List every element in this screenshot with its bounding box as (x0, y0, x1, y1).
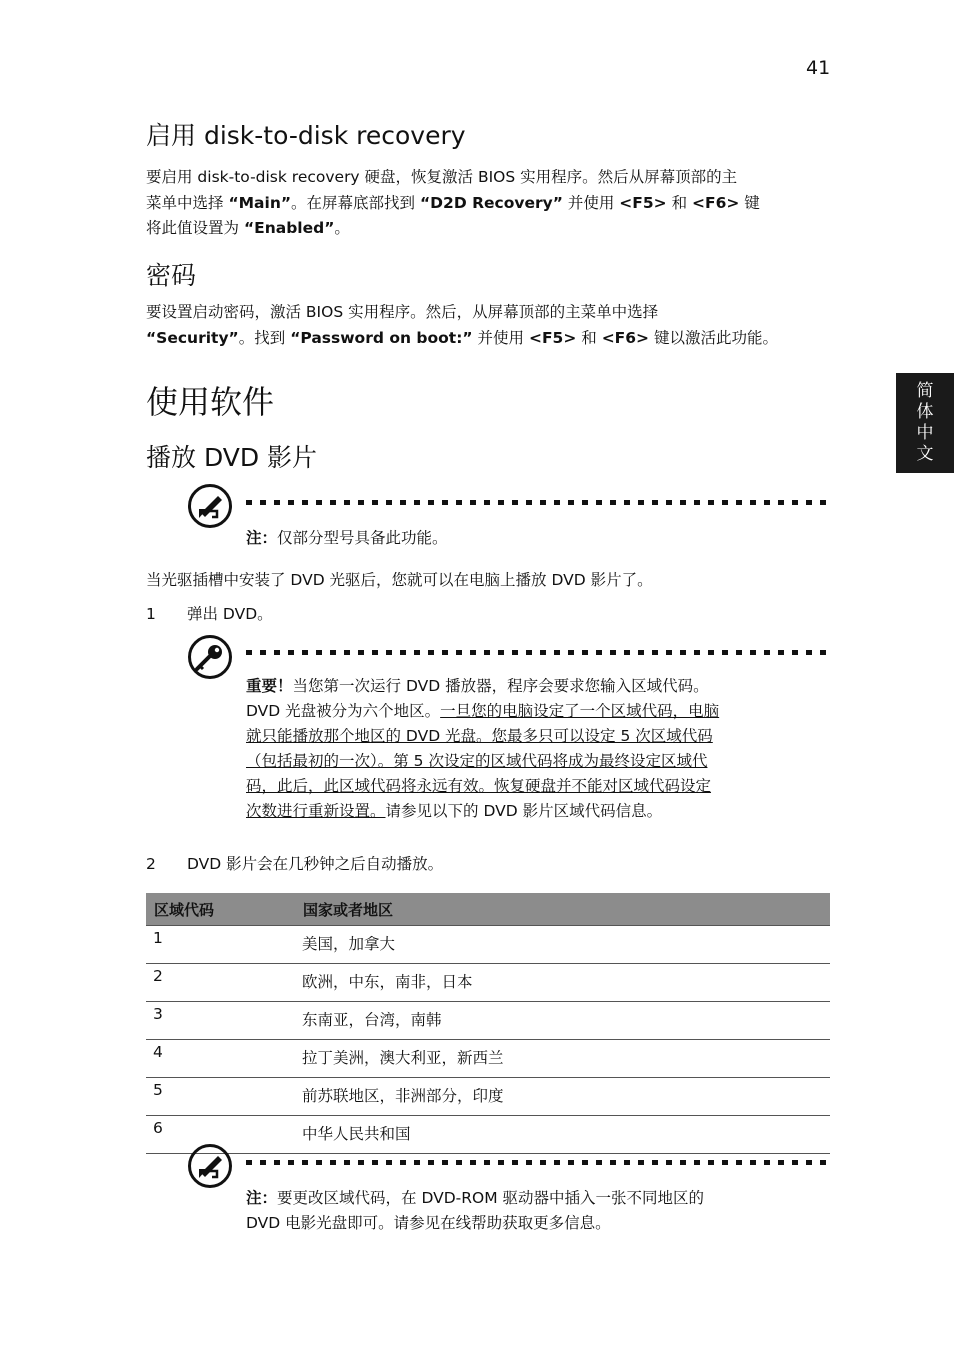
text-run: 键 (739, 193, 760, 212)
region-area-cell: 前苏联地区，非洲部分，印度 (295, 1078, 830, 1116)
password-heading: 密码 (146, 261, 197, 290)
column-header-area: 国家或者地区 (295, 893, 830, 926)
bold-text: <F6> (692, 193, 740, 212)
text-run: 键以激活此功能。 (649, 328, 778, 347)
underlined-text: 次数进行重新设置。 (246, 802, 386, 820)
text-run: 。在屏幕底部找到 (291, 193, 420, 212)
text-run: 请参见以下的 DVD 影片区域代码信息。 (385, 802, 663, 820)
bold-text: 重要！ (246, 677, 293, 695)
intro-text: 当光驱插槽中安装了 DVD 光驱后，您就可以在电脑上播放 DVD 影片了。 (146, 571, 653, 589)
side-tab-char: 体 (916, 402, 934, 422)
region-code-cell: 4 (146, 1040, 295, 1078)
bold-text: “D2D Recovery” (419, 193, 563, 212)
software-heading: 使用软件 (146, 383, 275, 421)
bold-text: “Password on boot:” (290, 328, 473, 347)
recovery-heading: 启用 disk-to-disk recovery (146, 121, 466, 150)
text-line (146, 326, 836, 352)
text-run: 和 (666, 193, 692, 212)
step-text: 弹出 DVD。 (187, 605, 273, 623)
step-2 (146, 853, 443, 875)
region-code-cell: 5 (146, 1078, 295, 1116)
text-line (246, 699, 719, 724)
step-number: 1 (146, 605, 156, 623)
text-run: 并使用 (472, 328, 529, 347)
text-run: DVD 电影光盘即可。请参见在线帮助获取更多信息。 (246, 1214, 611, 1232)
text-run: 并使用 (562, 193, 620, 212)
table-header-row (146, 893, 830, 926)
note-icon (187, 1143, 233, 1189)
text-line (146, 165, 836, 191)
note-text (246, 1186, 704, 1236)
region-area-cell: 拉丁美洲，澳大利亚，新西兰 (295, 1040, 830, 1078)
text-run: 当您第一次运行 DVD 播放器，程序会要求您输入区域代码。 (292, 677, 709, 695)
region-area-cell: 美国，加拿大 (295, 926, 830, 964)
side-tab-char: 中 (916, 423, 934, 443)
table-row (146, 926, 830, 964)
page-number: 41 (806, 57, 831, 79)
bold-text: “Enabled” (243, 219, 335, 237)
text-line (146, 216, 836, 242)
text-line (246, 1211, 704, 1236)
recovery-paragraph (146, 165, 836, 242)
note-divider (246, 1160, 830, 1165)
region-code-cell: 2 (146, 964, 295, 1002)
underlined-text: 码，此后，此区域代码将永远有效。恢复硬盘并不能对区域代码设定 (246, 777, 712, 795)
bold-text: “Main” (228, 193, 292, 212)
important-text (246, 674, 719, 824)
step-number: 2 (146, 855, 156, 873)
text-run: 仅部分型号具备此功能。 (277, 529, 448, 547)
key-icon (187, 634, 233, 680)
text-line (246, 799, 719, 824)
table-row (146, 1116, 830, 1154)
bold-text: <F5> (528, 328, 577, 347)
text-line (246, 724, 719, 749)
underlined-text: 一旦您的电脑设定了一个区域代码，电脑 (440, 702, 720, 720)
text-line (246, 749, 719, 774)
text-run: 将此值设置为 (146, 219, 244, 237)
text-run: 要更改区域代码，在 DVD-ROM 驱动器中插入一张不同地区的 (277, 1189, 705, 1207)
region-area-cell: 中华人民共和国 (295, 1116, 830, 1154)
important-divider (246, 650, 830, 655)
step-1 (146, 603, 273, 625)
table-row (146, 964, 830, 1002)
text-line (246, 774, 719, 799)
region-code-table (146, 893, 830, 1154)
region-code-cell: 3 (146, 1002, 295, 1040)
text-line (246, 1186, 704, 1211)
text-run: 要设置启动密码，激活 BIOS 实用程序。然后，从屏幕顶部的主菜单中选择 (146, 303, 659, 321)
bold-text: <F6> (601, 328, 650, 347)
language-side-tab (896, 373, 954, 473)
note-text (246, 526, 448, 551)
table-row (146, 1002, 830, 1040)
password-paragraph (146, 300, 836, 351)
dvd-subheading: 播放 DVD 影片 (146, 443, 318, 472)
side-tab-char: 文 (916, 444, 934, 464)
text-run: 。 (334, 219, 350, 237)
column-header-code: 区域代码 (146, 893, 295, 926)
text-line (146, 191, 836, 217)
text-line (146, 300, 836, 326)
text-run: 和 (576, 328, 602, 347)
underlined-text: 就只能播放那个地区的 DVD 光盘。您最多只可以设定 5 次区域代码 (246, 727, 713, 745)
text-run: DVD 光盘被分为六个地区。 (246, 702, 441, 720)
region-code-cell: 6 (146, 1116, 295, 1154)
underlined-text: （包括最初的一次）。第 5 次设定的区域代码将成为最终设定区域代 (246, 752, 708, 770)
table-row (146, 1078, 830, 1116)
region-area-cell: 东南亚，台湾，南韩 (295, 1002, 830, 1040)
text-line (246, 674, 719, 699)
table-row (146, 1040, 830, 1078)
bold-text: “Security” (146, 328, 239, 347)
region-area-cell: 欧洲，中东，南非，日本 (295, 964, 830, 1002)
text-run: 。找到 (238, 328, 291, 347)
text-line (246, 526, 448, 551)
bold-text: 注： (246, 529, 278, 547)
note-icon (187, 483, 233, 529)
text-run: 菜单中选择 (146, 193, 229, 212)
bold-text: 注： (246, 1189, 278, 1207)
bold-text: <F5> (619, 193, 667, 212)
side-tab-char: 简 (916, 381, 934, 401)
text-run: 要启用 disk-to-disk recovery 硬盘，恢复激活 BIOS 实用程序。然后从屏幕顶部的主 (146, 168, 738, 186)
step-text: DVD 影片会在几秒钟之后自动播放。 (187, 855, 444, 873)
note-divider (246, 500, 830, 505)
region-code-cell: 1 (146, 926, 295, 964)
